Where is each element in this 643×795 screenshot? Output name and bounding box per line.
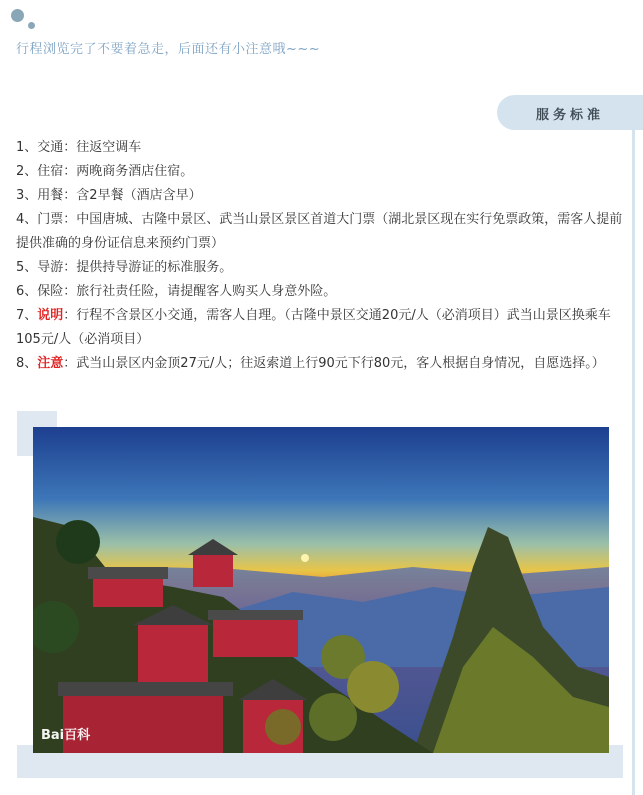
landscape-illustration bbox=[33, 427, 609, 753]
note-label: 说明 bbox=[37, 308, 64, 323]
wudang-mountain-photo bbox=[33, 427, 609, 753]
list-item: 6、保险：旅行社责任险，请提醒客人购买人身意外险。 bbox=[16, 284, 337, 299]
intro-text: 行程浏览完了不要着急走，后面还有小注意哦~~~ bbox=[16, 42, 321, 57]
list-item: 2、住宿：两晚商务酒店住宿。 bbox=[16, 164, 194, 179]
warning-label: 注意 bbox=[37, 356, 64, 371]
list-item: 4、门票：中国唐城、古隆中景区、武当山景区景区首道大门票（湖北景区现在实行免票政策，需客人提前提供准确的身份证信息来预约门票） bbox=[16, 212, 623, 251]
list-item: 1、交通：往返空调车 bbox=[16, 140, 142, 155]
list-item: 7、说明：行程不含景区小交通，需客人自理。（古隆中景区交通20元/人（必消项目）武当山景区换乘车105元/人（必消项目） bbox=[16, 308, 611, 347]
baidu-watermark: Bai百科 bbox=[41, 728, 91, 743]
list-item: 5、导游：提供持导游证的标准服务。 bbox=[16, 260, 233, 275]
section-tab-label: 服务标准 bbox=[535, 108, 604, 123]
list-item: 3、用餐：含2早餐（酒店含早） bbox=[16, 188, 202, 203]
list-item: 8、注意：武当山景区内金顶27元/人；往返索道上行90元下行80元，客人根据自身情况，自愿选择。） bbox=[16, 356, 605, 371]
decorative-dot-large bbox=[11, 9, 24, 22]
section-border-line bbox=[632, 130, 635, 795]
service-standard-list bbox=[16, 136, 628, 376]
decorative-dot-small bbox=[28, 22, 35, 29]
section-tab bbox=[497, 95, 643, 130]
